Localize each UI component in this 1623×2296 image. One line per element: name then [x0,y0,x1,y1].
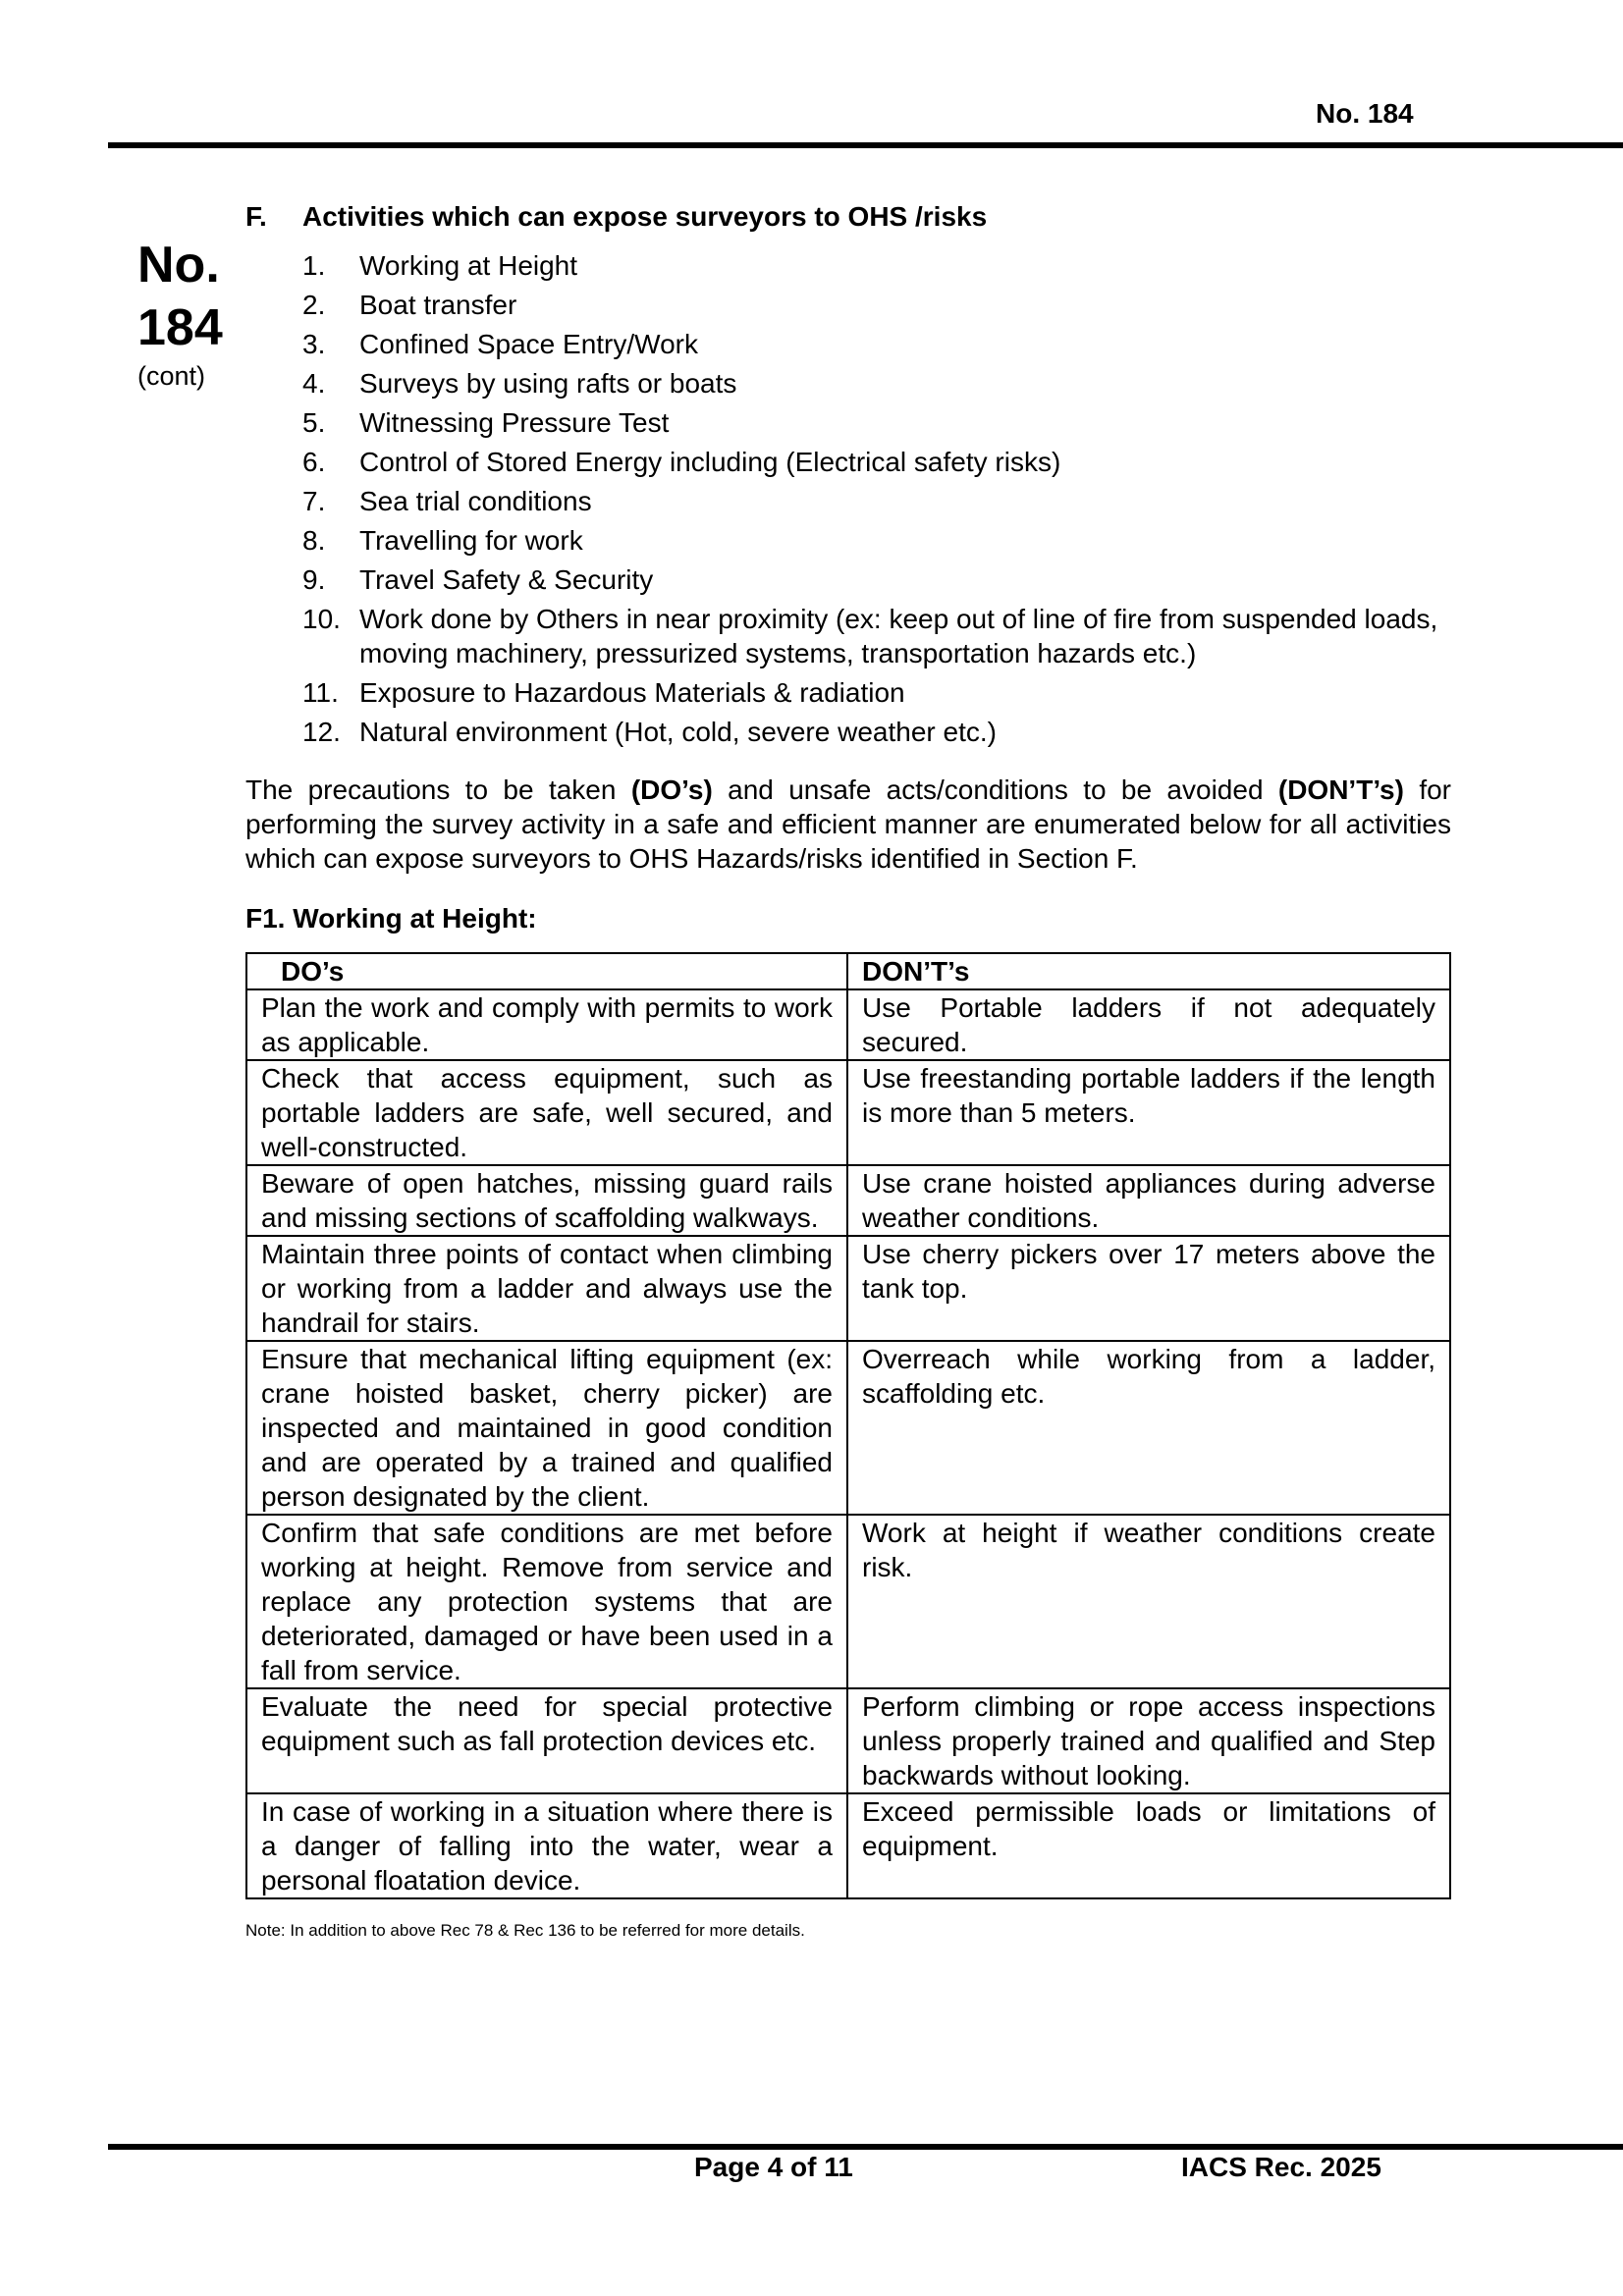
list-item-number: 7. [302,486,326,516]
precautions-dos: (DO’s) [630,774,713,805]
list-item-text: Work done by Others in near proximity (ex: keep out of line of fire from suspended loads, moving machinery, pressurized systems, transportation hazards etc.) [359,604,1438,668]
list-item-number: 12. [302,717,341,747]
list-item-text: Confined Space Entry/Work [359,329,698,359]
list-item [302,602,1451,670]
table-row [246,1236,1450,1341]
list-item-text: Working at Height [359,250,578,281]
list-item [302,288,1451,322]
section-f-title: Activities which can expose surveyors to OHS /risks [302,201,988,232]
precautions-text-3: for performing the survey activity in a safe and efficient manner are enumerated below for all activities which can expose surveyors to OHS Hazards/risks identified in Section F. [245,774,1452,874]
list-item-number: 1. [302,250,326,281]
do-cell: Ensure that mechanical lifting equipment (ex: crane hoisted basket, cherry picker) are inspected and maintained in good condition and are operated by a trained and qualified person designated by the client. [246,1341,847,1515]
list-item-number: 4. [302,368,326,399]
dos-donts-table [245,952,1451,1899]
dont-cell: Use crane hoisted appliances during adverse weather conditions. [847,1165,1450,1236]
table-row [246,1515,1450,1688]
list-item-text: Witnessing Pressure Test [359,407,670,438]
footer-rule [108,2144,1623,2150]
do-cell: Evaluate the need for special protective equipment such as fall protection devices etc. [246,1688,847,1793]
precautions-text-1: The precautions to be taken [245,774,631,805]
list-item-text: Sea trial conditions [359,486,592,516]
side-label-no: No. [137,237,220,294]
list-item-number: 3. [302,329,326,359]
list-item [302,366,1451,400]
col-header-dos: DO’s [246,953,847,989]
header-doc-number: No. 184 [1316,98,1414,129]
list-item [302,248,1451,283]
dont-cell: Use freestanding portable ladders if the length is more than 5 meters. [847,1060,1450,1165]
list-item-text: Boat transfer [359,290,517,320]
do-cell: In case of working in a situation where there is a danger of falling into the water, wear a personal floatation device. [246,1793,847,1898]
list-item [302,715,1451,749]
do-cell: Maintain three points of contact when climbing or working from a ladder and always use the handrail for stairs. [246,1236,847,1341]
table-note: Note: In addition to above Rec 78 & Rec 136 to be referred for more details. [245,1921,805,1940]
list-item [302,562,1451,597]
f1-heading: F1. Working at Height: [245,903,537,934]
table-header-row [246,953,1450,989]
precautions-paragraph [245,773,1451,876]
header-rule [108,142,1623,148]
list-item-text: Natural environment (Hot, cold, severe weather etc.) [359,717,997,747]
table-row [246,1060,1450,1165]
side-label-number: 184 [137,299,223,356]
list-item [302,405,1451,440]
list-item-number: 9. [302,564,326,595]
side-label-cont: (cont) [137,361,206,391]
precautions-donts: (DON’T’s) [1277,774,1404,805]
do-cell: Beware of open hatches, missing guard rails and missing sections of scaffolding walkways. [246,1165,847,1236]
do-cell: Check that access equipment, such as portable ladders are safe, well secured, and well-constructed. [246,1060,847,1165]
dont-cell: Overreach while working from a ladder, scaffolding etc. [847,1341,1450,1515]
section-f-letter: F. [245,201,267,232]
list-item [302,523,1451,558]
list-item [302,675,1451,710]
footer-page-number: Page 4 of 11 [694,2152,853,2182]
table-row [246,1688,1450,1793]
do-cell: Confirm that safe conditions are met before working at height. Remove from service and replace any protection systems that are deteriorated, damaged or have been used in a fall from service. [246,1515,847,1688]
dont-cell: Perform climbing or rope access inspections unless properly trained and qualified and Step backwards without looking. [847,1688,1450,1793]
list-item [302,445,1451,479]
list-item-number: 6. [302,447,326,477]
table-row [246,989,1450,1060]
list-item-number: 11. [302,677,339,708]
do-cell: Plan the work and comply with permits to work as applicable. [246,989,847,1060]
table-row [246,1165,1450,1236]
dont-cell: Work at height if weather conditions create risk. [847,1515,1450,1688]
list-item-text: Surveys by using rafts or boats [359,368,737,399]
list-item-number: 10. [302,604,341,634]
table-row [246,1341,1450,1515]
section-f-heading [245,201,1451,240]
activity-list [245,248,1451,749]
main-content [245,201,1451,1941]
table-row [246,1793,1450,1898]
list-item-text: Exposure to Hazardous Materials & radiation [359,677,905,708]
precautions-text-2: and unsafe acts/conditions to be avoided [712,774,1278,805]
list-item-text: Control of Stored Energy including (Electrical safety risks) [359,447,1061,477]
side-label [137,234,223,393]
list-item-text: Travel Safety & Security [359,564,654,595]
list-item [302,327,1451,361]
footer-rec: IACS Rec. 2025 [1181,2152,1381,2182]
dont-cell: Use Portable ladders if not adequately secured. [847,989,1450,1060]
list-item-text: Travelling for work [359,525,583,556]
list-item [302,484,1451,518]
list-item-number: 2. [302,290,326,320]
list-item-number: 5. [302,407,326,438]
list-item-number: 8. [302,525,326,556]
dont-cell: Exceed permissible loads or limitations of equipment. [847,1793,1450,1898]
dont-cell: Use cherry pickers over 17 meters above the tank top. [847,1236,1450,1341]
col-header-donts: DON’T’s [847,953,1450,989]
